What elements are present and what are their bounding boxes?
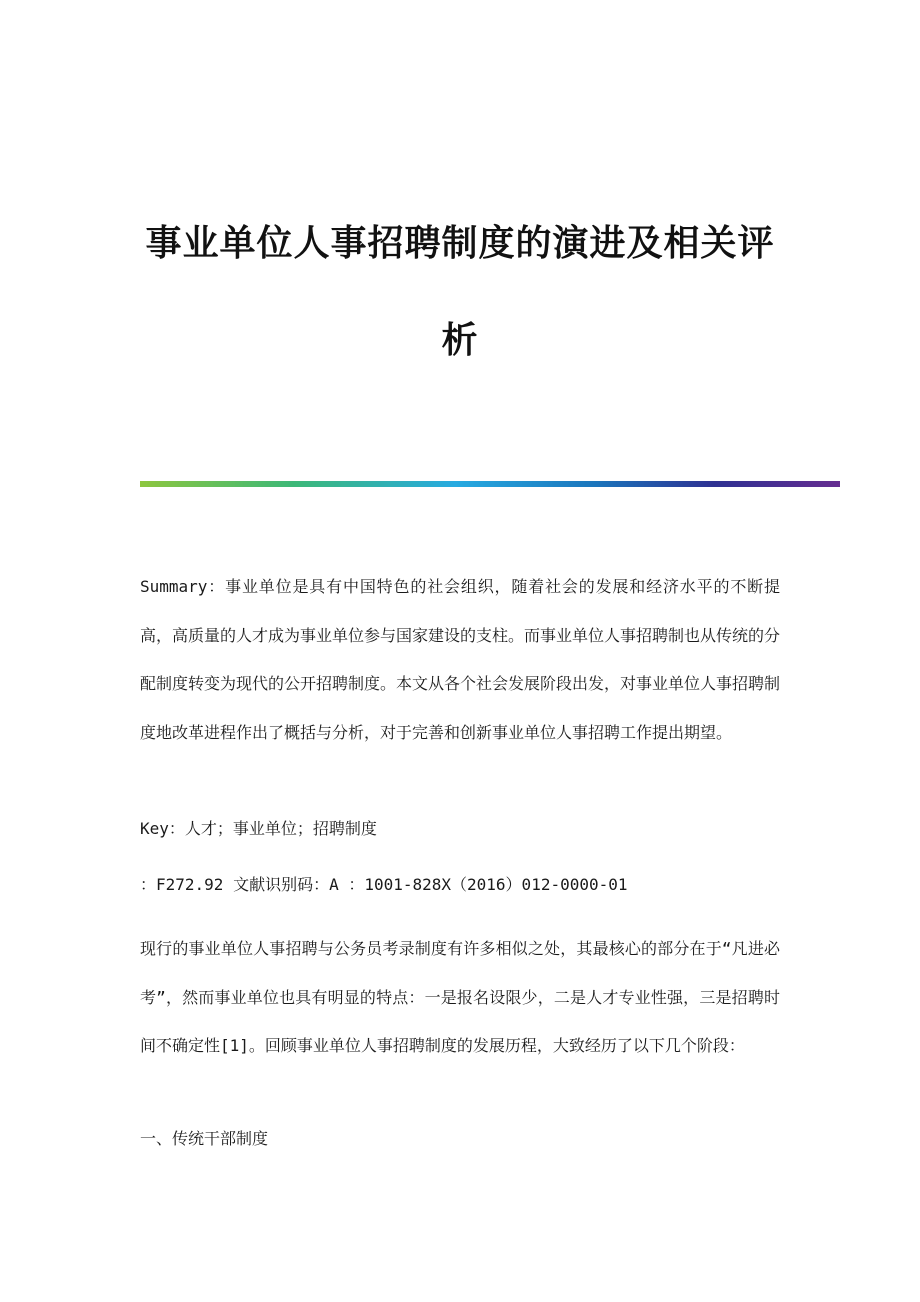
document-title-line-2: 析 (441, 320, 479, 361)
section-heading: 一、传统干部制度 (140, 1129, 269, 1148)
classification-line: ：F272.92 文献识别码：A ：1001-828X（2016）012-0000-01 (140, 875, 628, 894)
gradient-divider (140, 481, 840, 487)
intro-paragraph: 现行的事业单位人事招聘与公务员考录制度有许多相似之处，其最核心的部分在于“凡进必考”，然而事业单位也具有明显的特点：一是报名设限少，二是人才专业性强，三是招聘时间不确定性[1]。回顾事业单位人事招聘制度的发展历程，大致经历了以下几个阶段： (140, 939, 780, 1055)
document-title-line-1: 事业单位人事招聘制度的演进及相关评 (145, 223, 775, 264)
keywords-line: Key：人才；事业单位；招聘制度 (140, 819, 377, 838)
summary-paragraph: Summary：事业单位是具有中国特色的社会组织，随着社会的发展和经济水平的不断提高，高质量的人才成为事业单位参与国家建设的支柱。而事业单位人事招聘制也从传统的分配制度转变为现代的公开招聘制度。本文从各个社会发展阶段出发，对事业单位人事招聘制度地改革进程作出了概括与分析，对于完善和创新事业单位人事招聘工作提出期望。 (140, 577, 781, 742)
